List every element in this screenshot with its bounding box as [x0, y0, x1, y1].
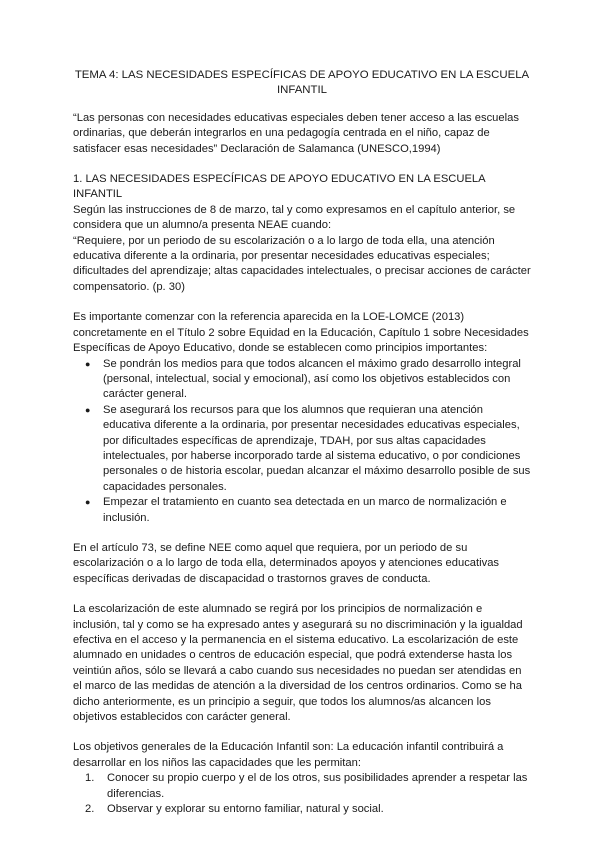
loe-paragraph: Es importante comenzar con la referencia aparecida en la LOE-LOMCE (2013) concretamente en el Título 2 sobre Equidad en la Educación, Capítulo 1 sobre Necesidades Específicas de Apoyo Educativo, donde se establecen como principios importantes:: [73, 311, 529, 355]
list-item-text: Conocer su propio cuerpo y el de los otros, sus posibilidades aprender a respetar las diferencias.: [107, 772, 528, 800]
section-1: [73, 172, 531, 295]
list-item: [85, 802, 531, 817]
document-content: [73, 68, 531, 817]
loe-section: [73, 310, 531, 526]
list-item: [85, 771, 531, 802]
objectives-intro: Los objetivos generales de la Educación Infantil son: La educación infantil contribuirá a desarrollar en los niños las capacidades que les permitan:: [73, 741, 504, 769]
document-title: TEMA 4: LAS NECESIDADES ESPECÍFICAS DE APOYO EDUCATIVO EN LA ESCUELA INFANTIL: [74, 69, 530, 97]
list-item: ● Empezar el tratamiento en cuanto sea detectada en un marco de normalización e inclusión.: [103, 495, 531, 526]
section-1-intro: Según las instrucciones de 8 de marzo, tal y como expresamos en el capítulo anterior, se considera que un alumno/a presenta NEAE cuando:: [73, 203, 516, 232]
section-1-heading: 1. LAS NECESIDADES ESPECÍFICAS DE APOYO EDUCATIVO EN LA ESCUELA INFANTIL: [73, 173, 485, 201]
article-73-paragraph: En el artículo 73, se define NEE como aquel que requiera, por un periodo de su escolarización o a lo largo de toda ella, determinados apoyos y atenciones educativas específicas derivadas de discapacidad o trastornos graves de conducta.: [73, 541, 500, 585]
list-item: ● Se asegurará los recursos para que los alumnos que requieran una atención educativa diferente a la ordinaria, por presentar necesidades educativas especiales, por dificultades específicas de aprendizaje, TDAH, por sus altas capacidades intelectuales, por haberse incorporado tarde al sistema educativo, o por condiciones personales o de historia escolar, puedan alcanzar el máximo desarrollo posible de sus capacidades personales.: [103, 403, 531, 495]
list-item-text: Observar y explorar su entorno familiar, natural y social.: [107, 803, 384, 816]
section-1-quote: “Requiere, por un periodo de su escolarización o a lo largo de toda ella, una atención educativa diferente a la ordinaria, por presentar necesidades educativas especiales; dificultades del aprendizaje; altas capacidades intelectuales, o precisar acciones de carácter compensatorio. (p. 30): [73, 234, 531, 293]
salamanca-quote: “Las personas con necesidades educativas especiales deben tener acceso a las escuelas ordinarias, que deberán integrarlos en una pedagogía centrada en el niño, capaz de satisfacer esas necesidades” Declaración de Salamanca (UNESCO,1994): [73, 111, 519, 155]
objectives-list: [73, 771, 531, 817]
objectives-section: [73, 740, 531, 817]
list-item-number: 2.: [85, 803, 95, 816]
principles-list: [73, 357, 531, 526]
list-item-number: 1.: [85, 772, 95, 785]
list-item: ● Se pondrán los medios para que todos alcancen el máximo grado desarrollo integral (personal, intelectual, social y emocional), así como los objetivos establecidos con carácter general.: [103, 357, 531, 403]
schooling-paragraph: La escolarización de este alumnado se regirá por los principios de normalización e inclusión, tal y como se ha expresado antes y asegurará su no discriminación y la igualdad efectiva en el acceso y la permanencia en el sistema educativo. La escolarización de este alumnado en unidades o centros de educación especial, que podrá extenderse hasta los veintiún años, sólo se llevará a cabo cuando sus necesidades no puedan ser atendidas en el marco de las medidas de atención a la diversidad de los centros ordinarios. Como se ha dicho anteriormente, es un principio a seguir, que todos los alumnos/as alcancen los objetivos establecidos con carácter general.: [73, 603, 523, 724]
